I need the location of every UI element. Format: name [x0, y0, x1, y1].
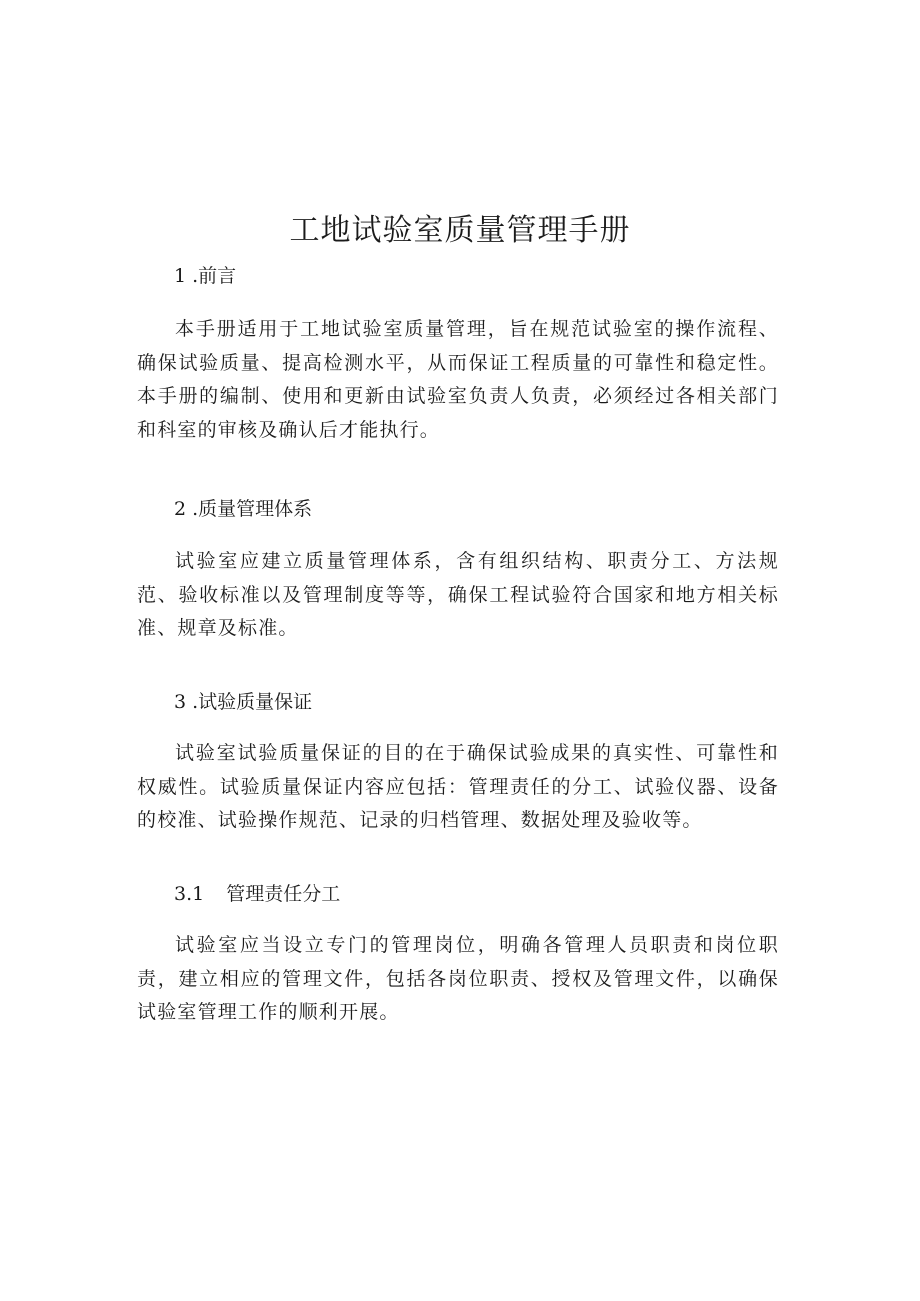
section-heading-quality-assurance: 3 .试验质量保证: [174, 691, 313, 713]
subsection-paragraph-responsibility: 试验室应当设立专门的管理岗位，明确各管理人员职责和岗位职责，建立相应的管理文件，包括各岗位职责、授权及管理文件，以确保试验室管理工作的顺利开展。: [137, 934, 779, 1023]
subsection-heading-responsibility: [174, 880, 340, 908]
subsection-title: 管理责任分工: [226, 883, 341, 905]
document-title: 工地试验室质量管理手册: [289, 213, 631, 248]
section-paragraph-preface: 本手册适用于工地试验室质量管理，旨在规范试验室的操作流程、确保试验质量、提高检测水平，从而保证工程质量的可靠性和稳定性。本手册的编制、使用和更新由试验室负责人负责，必须经过各相关部门和科室的审核及确认后才能执行。: [137, 318, 779, 441]
section-paragraph-quality-system: 试验室应建立质量管理体系，含有组织结构、职责分工、方法规范、验收标准以及管理制度等等，确保工程试验符合国家和地方相关标准、规章及标准。: [137, 550, 779, 639]
section-heading-quality-system: 2 .质量管理体系: [174, 498, 313, 520]
section-heading-preface: 1 .前言: [174, 265, 237, 287]
section-paragraph-quality-assurance: 试验室试验质量保证的目的在于确保试验成果的真实性、可靠性和权威性。试验质量保证内容应包括：管理责任的分工、试验仪器、设备的校准、试验操作规范、记录的归档管理、数据处理及验收等。: [137, 742, 779, 831]
subsection-number: 3.1: [174, 883, 205, 905]
